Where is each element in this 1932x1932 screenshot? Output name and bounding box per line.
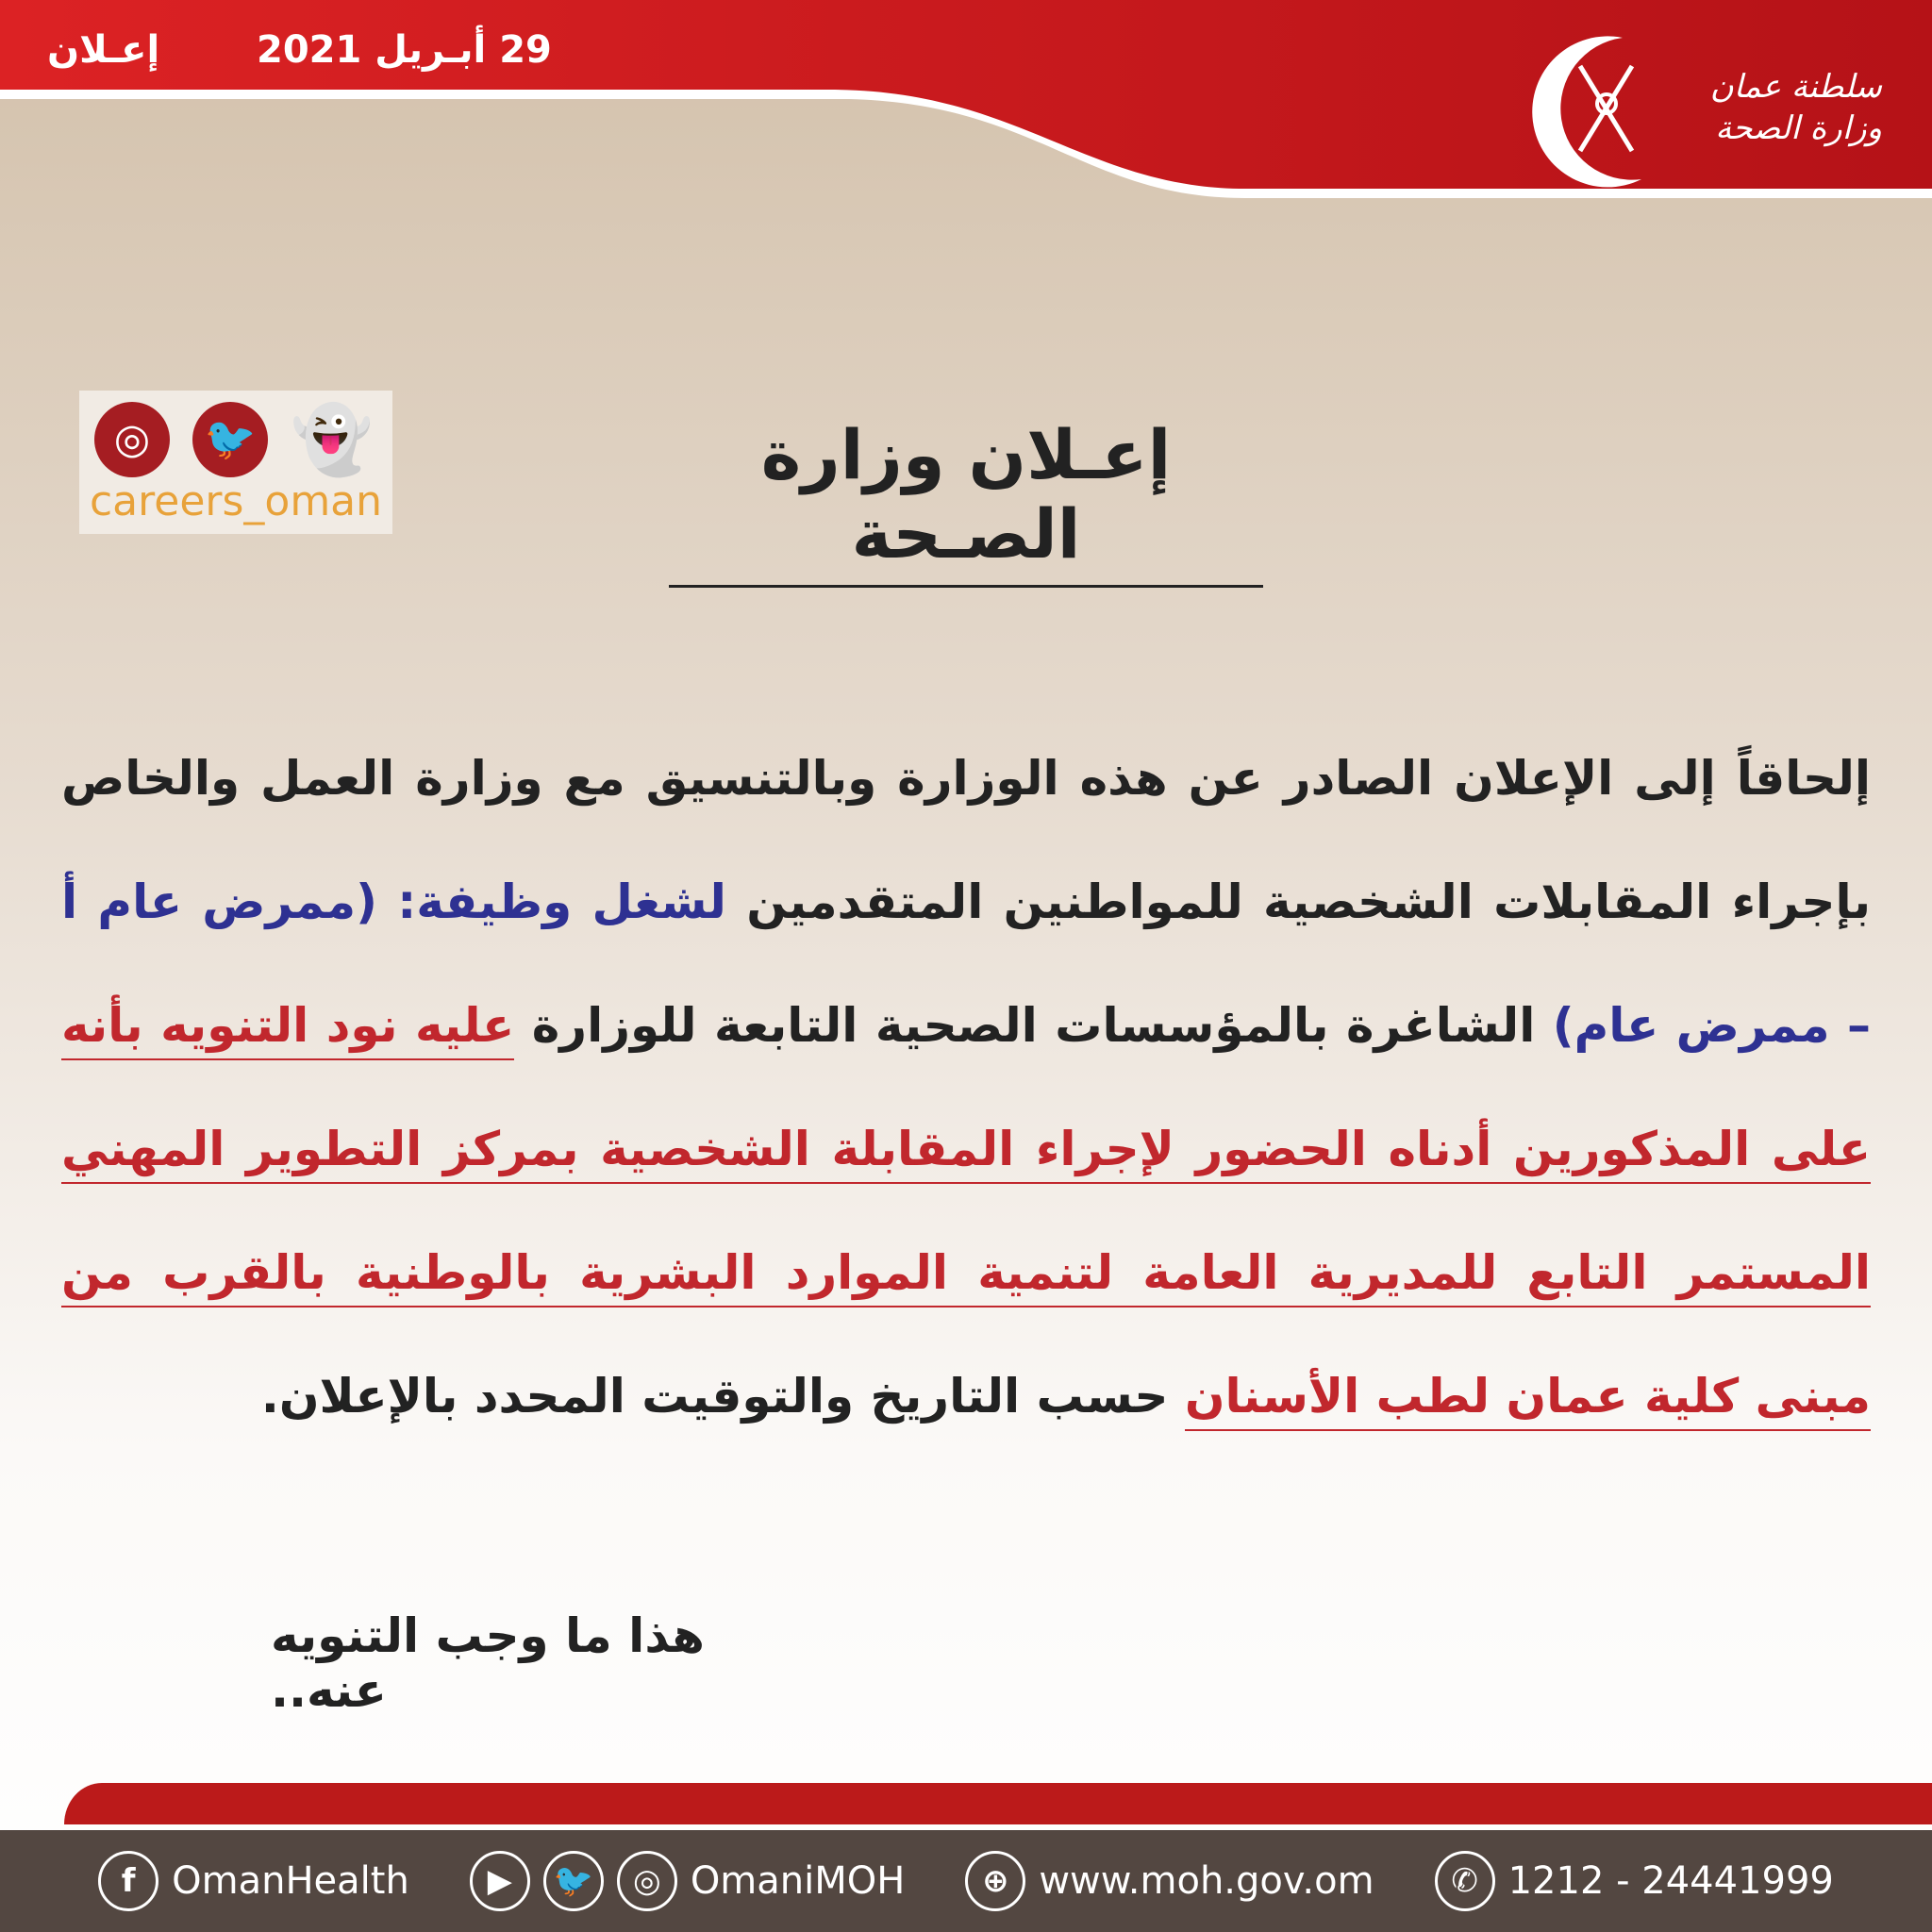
announcement-label: إعـلان: [47, 28, 160, 72]
instagram-icon[interactable]: ◎: [617, 1851, 677, 1911]
announcement-body: [61, 717, 1871, 1458]
globe-icon[interactable]: ⊕: [965, 1851, 1025, 1911]
date: 29 أبـريل 2021: [257, 28, 552, 72]
notice-highlight: عليه نود التنويه بأنه على المذكورين أدناه الحضور لإجراء المقابلة الشخصية بمركز التطوير المهني المستمر التابع للمديرية العامة لتنمية الموارد البشرية بالوطنية بالقرب من مبنى كلية عمان لطب الأسنان: [61, 998, 1871, 1431]
social-handle: careers_oman: [89, 477, 383, 525]
phone-icon[interactable]: ✆: [1435, 1851, 1495, 1911]
logo-line2: وزارة الصحة: [1715, 109, 1882, 147]
ministry-logo: [1524, 28, 1891, 189]
body-text-intro: إلحاقاً إلى الإعلان الصادر عن هذه الوزارة وبالتنسيق مع وزارة العمل والخاص بإجراء المقابلات الشخصية للمواطنين المتقدمين: [61, 751, 1871, 929]
instagram-icon: ◎: [94, 402, 170, 477]
crescent-emblem-icon: [1524, 28, 1665, 189]
facebook-icon[interactable]: f: [98, 1851, 158, 1911]
page-title: إعـلان وزارة الصـحة: [669, 415, 1263, 588]
youtube-icon[interactable]: ▶: [470, 1851, 530, 1911]
footer-red-bar: [64, 1783, 1932, 1824]
logo-line1: سلطنة عمان: [1709, 68, 1882, 106]
moh-handle[interactable]: OmaniMOH: [690, 1859, 906, 1903]
snapchat-icon: 👻: [291, 401, 374, 478]
body-text-facilities: الشاغرة بالمؤسسات الصحية التابعة للوزارة: [531, 998, 1536, 1053]
phone-number[interactable]: 1212 - 24441999: [1507, 1859, 1834, 1903]
social-badge: [79, 391, 392, 534]
twitter-icon: 🐦: [192, 402, 268, 477]
job-title-text: لشغل وظيفة: (ممرض عام أ – ممرض عام): [61, 874, 1871, 1053]
facebook-handle[interactable]: OmanHealth: [172, 1859, 409, 1903]
body-text-schedule: حسب التاريخ والتوقيت المحدد بالإعلان.: [260, 1369, 1169, 1424]
twitter-icon[interactable]: 🐦: [543, 1851, 604, 1911]
footer: [0, 1830, 1932, 1932]
closing-text: هذا ما وجب التنويه عنه..: [271, 1608, 705, 1718]
website-link[interactable]: www.moh.gov.om: [1039, 1859, 1374, 1903]
